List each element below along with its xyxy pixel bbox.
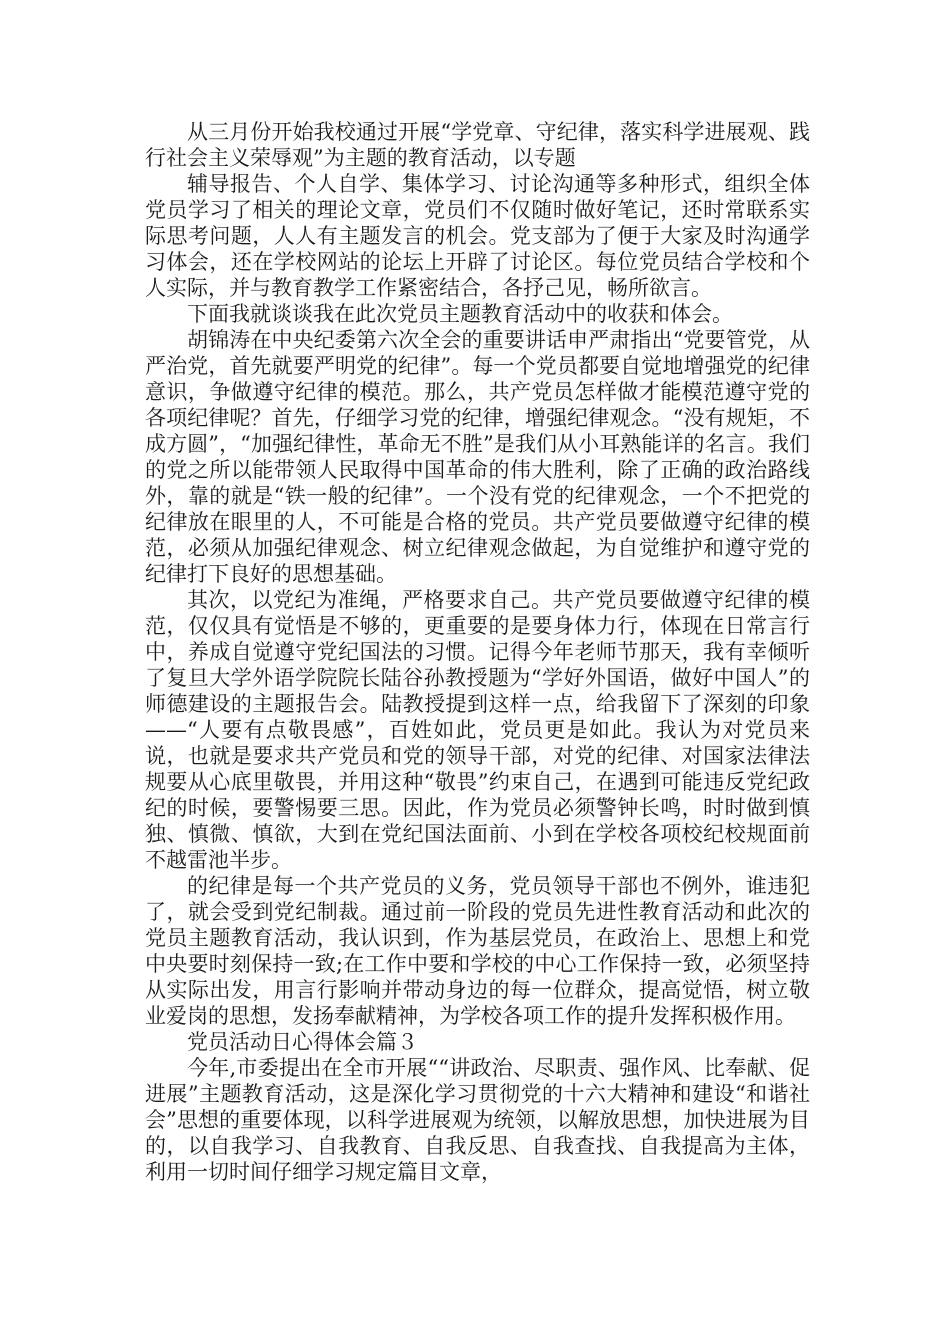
- paragraph-discipline-first: 胡锦涛在中央纪委第六次全会的重要讲话申严肃指出“党要管党，从严治党，首先就要严明党的纪律”。每一个党员都要自觉地增强党的纪律意识，争做遵守纪律的模范。那么，共产党员怎样做才能模范遵守党的各项纪律呢？首先，仔细学习党的纪律，增强纪律观念。“没有规矩，不成方圆”，“加强纪律性，革命无不胜”是我们从小耳熟能详的名言。我们的党之所以能带领人民取得中国革命的伟大胜利，除了正确的政治路线外，靠的就是“铁一般的纪律”。一个没有党的纪律观念，一个不把党的纪律放在眼里的人，不可能是合格的党员。共产党员要做遵守纪律的模范，必须从加强纪律观念、树立纪律观念做起，为自觉维护和遵守党的纪律打下良好的思想基础。: [145, 328, 810, 586]
- document-body: [145, 119, 810, 1185]
- section-heading: 党员活动日心得体会篇３: [187, 1030, 418, 1054]
- paragraph-section3-intro: 今年,市委提出在全市开展““讲政治、尽职责、强作风、比奉献、促进展”主题教育活动，这是深化学习贯彻党的十六大精神和建设“和谐社会”思想的重要体现，以科学进展观为统领，以解放思想，加快进展为目的，以自我学习、自我教育、自我反思、自我查找、自我提高为主体，利用一切时间仔细学习规定篇目文章，: [145, 1056, 810, 1184]
- paragraph-intro: 从三月份开始我校通过开展“学党章、守纪律，落实科学进展观、践行社会主义荣辱观”为主题的教育活动，以专题: [145, 120, 810, 170]
- paragraph-study-forms: 辅导报告、个人自学、集体学习、讨论沟通等多种形式，组织全体党员学习了相关的理论文章，党员们不仅随时做好笔记，还时常联系实际思考问题，人人有主题发言的机会。党支部为了便于大家及时沟通学习体会，还在学校网站的论坛上开辟了讨论区。每位党员结合学校和个人实际，并与教育教学工作紧密结合，各抒己见，畅所欲言。: [145, 172, 810, 300]
- paragraph-discipline-second: 其次，以党纪为准绳，严格要求自己。共产党员要做遵守纪律的模范，仅仅具有觉悟是不够的，更重要的是要身体力行，体现在日常言行中，养成自觉遵守党纪国法的习惯。记得今年老师节那天，我有幸倾听了复旦大学外语学院院长陆谷孙教授题为“学好外国语，做好中国人”的师德建设的主题报告会。陆教授提到这样一点，给我留下了深刻的印象——“人要有点敬畏感”，百姓如此，党员更是如此。我认为对党员来说，也就是要求共产党员和党的领导干部，对党的纪律、对国家法律法规要从心底里敬畏，并用这种“敬畏”约束自己，在遇到可能违反党纪政纪的时候，要警惕要三思。因此，作为党员必须警钟长鸣，时时做到慎独、慎微、慎欲，大到在党纪国法面前、小到在学校各项校纪校规面前不越雷池半步。: [145, 588, 810, 872]
- paragraph-transition: 下面我就谈谈我在此次党员主题教育活动中的收获和体会。: [187, 302, 733, 326]
- paragraph-obligation: 的纪律是每一个共产党员的义务，党员领导干部也不例外，谁违犯了，就会受到党纪制裁。通过前一阶段的党员先进性教育活动和此次的党员主题教育活动，我认识到，作为基层党员，在政治上、思想上和党中央要时刻保持一致;在工作中要和学校的中心工作保持一致，必须坚持从实际出发，用言行影响并带动身边的每一位群众，提高觉悟，树立敬业爱岗的思想，发扬奉献精神，为学校各项工作的提升发挥积极作用。: [145, 874, 810, 1028]
